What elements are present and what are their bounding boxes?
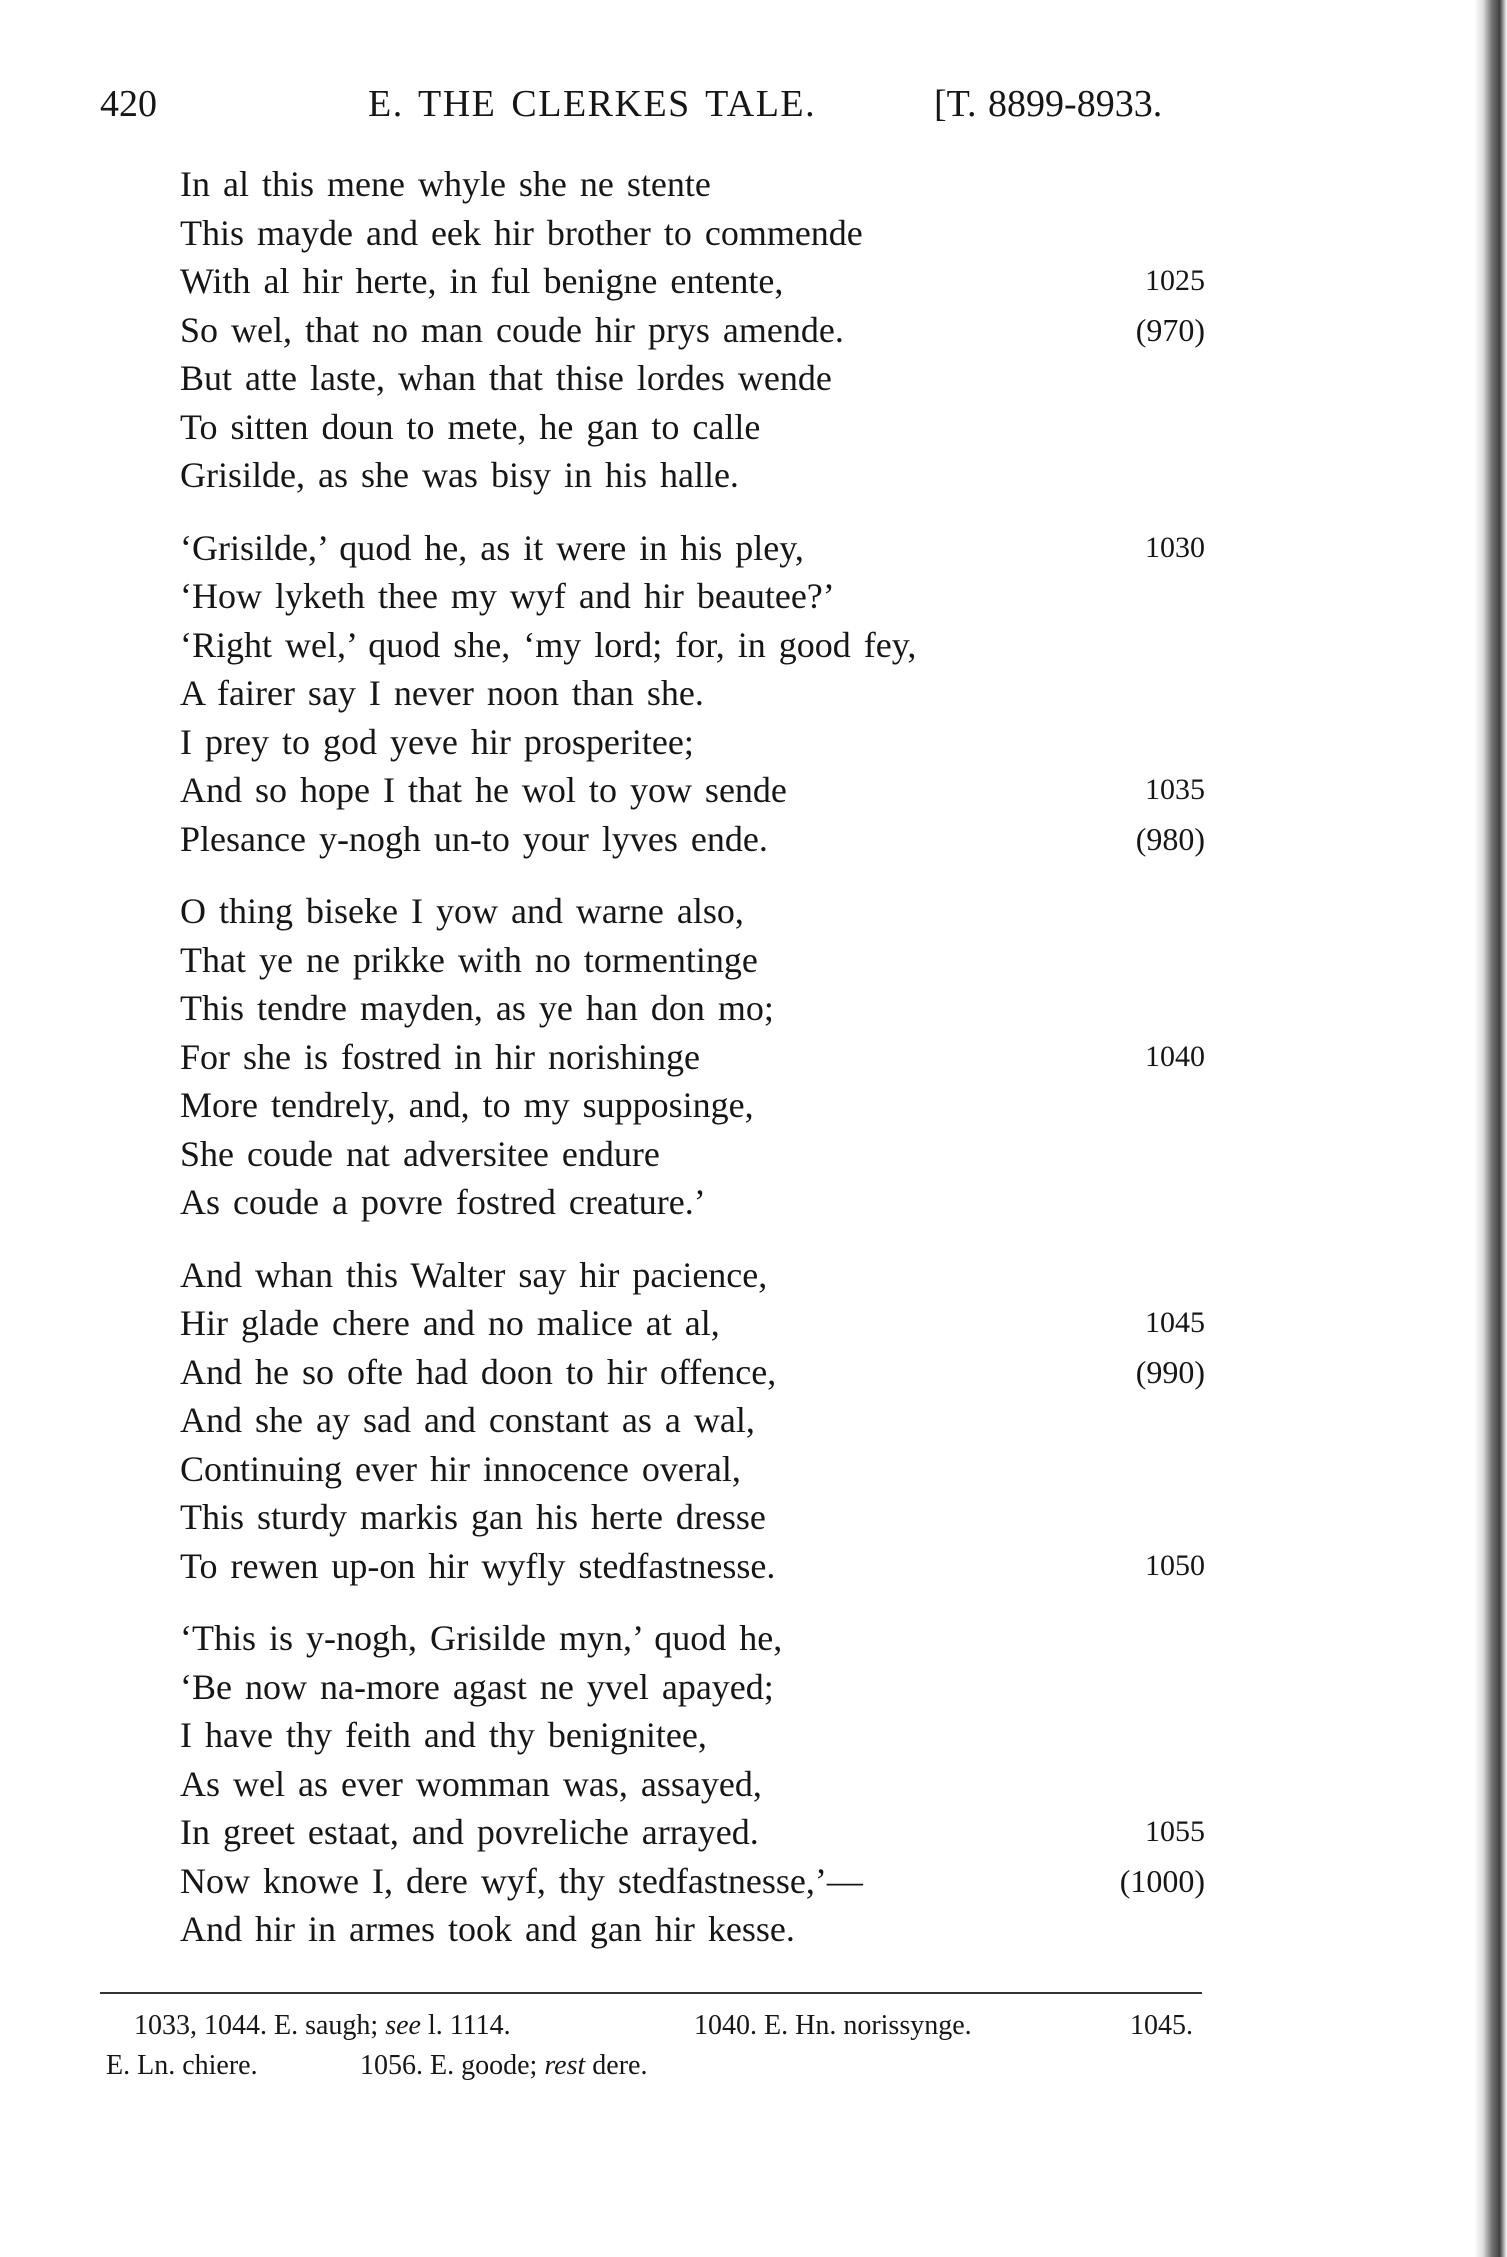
- verse-text: With al hir herte, in ful benigne entente,: [180, 261, 784, 301]
- verse-text: I have thy feith and thy benignitee,: [180, 1715, 707, 1755]
- verse-line: [180, 1542, 1230, 1591]
- verse-text: To sitten doun to mete, he gan to calle: [180, 406, 761, 447]
- verse-line: [180, 1178, 1230, 1227]
- footnote-line: [1130, 2010, 1193, 2042]
- verse-line: [180, 766, 1230, 815]
- stanza: [180, 887, 1230, 1227]
- verse-line: [180, 403, 1230, 452]
- verse-line: [180, 1663, 1230, 1712]
- line-number: 1025: [1145, 264, 1205, 297]
- verse-text: For she is fostred in hir norishinge: [180, 1036, 700, 1077]
- footnote-line: [694, 2010, 972, 2042]
- verse-text: ‘Grisilde,’ quod he, as it were in his pley,: [180, 527, 804, 568]
- verse-line: [180, 354, 1230, 403]
- verse-line: [180, 1711, 1230, 1760]
- line-number: 1055: [1145, 1815, 1205, 1848]
- verse-line: [180, 1130, 1230, 1179]
- footnote-text: E. Ln. chiere.: [106, 2050, 258, 2081]
- line-number: 1035: [1145, 773, 1205, 806]
- verse-text: In al this mene whyle she ne stente: [180, 164, 711, 204]
- footnote-text: dere.: [585, 2050, 648, 2081]
- verse-line: [180, 1299, 1230, 1348]
- verse-line: [180, 451, 1230, 500]
- verse-text: This mayde and eek hir brother to commende: [180, 212, 863, 253]
- verse-text: More tendrely, and, to my supposinge,: [180, 1085, 754, 1125]
- verse-line: [180, 160, 1230, 209]
- page-number: 420: [100, 83, 157, 125]
- verse-text: ‘This is y-nogh, Grisilde myn,’ quod he,: [180, 1618, 783, 1658]
- footnote-divider: [100, 1992, 1202, 1994]
- verse-text: To rewen up-on hir wyfly stedfastnesse.: [180, 1545, 776, 1586]
- verse-text: She coude nat adversitee endure: [180, 1133, 660, 1174]
- verse-text: A fairer say I never noon than she.: [180, 673, 704, 713]
- verse-line: [180, 669, 1230, 718]
- verse-line: [180, 572, 1230, 621]
- verse-text: In greet estaat, and povreliche arrayed.: [180, 1812, 759, 1852]
- stanza: [180, 524, 1230, 864]
- page-edge-shadow: [1447, 0, 1507, 2257]
- alt-line-number: (990): [1135, 1353, 1205, 1390]
- verse-text: ‘Be now na-more agast ne yvel apayed;: [180, 1666, 774, 1707]
- footnote-text: 1033, 1044. E. saugh;: [134, 2010, 386, 2041]
- footnote-text: l. 1114.: [420, 2010, 511, 2041]
- running-title: E. THE CLERKES TALE.: [368, 83, 817, 125]
- footnote-text: 1040. E. Hn. norissynge.: [694, 2010, 972, 2041]
- verse-text: Grisilde, as she was bisy in his halle.: [180, 455, 739, 495]
- verse-line: [180, 1396, 1230, 1445]
- line-range: [T. 8899-8933.: [934, 83, 1163, 125]
- stanza: [180, 1614, 1230, 1954]
- alt-line-number: (980): [1135, 820, 1205, 857]
- verse-text: I prey to god yeve hir prosperitee;: [180, 721, 694, 762]
- verse-line: [180, 1445, 1230, 1494]
- verse-line: [180, 1760, 1230, 1809]
- footnote-italic: see: [385, 2010, 421, 2041]
- alt-line-number: (1000): [1119, 1862, 1205, 1899]
- stanza: [180, 160, 1230, 500]
- footnote-line: [134, 2010, 511, 2042]
- verse-line: [180, 1808, 1230, 1857]
- verse-text: ‘Right wel,’ quod she, ‘my lord; for, in good fey,: [180, 624, 917, 665]
- verse-line: [180, 1348, 1230, 1397]
- verse-text: This tendre mayden, as ye han don mo;: [180, 988, 774, 1028]
- verse-text: That ye ne prikke with no tormentinge: [180, 939, 758, 980]
- verse-line: [180, 718, 1230, 767]
- page-header: [0, 82, 1507, 132]
- verse-text: This sturdy markis gan his herte dresse: [180, 1497, 766, 1537]
- verse-text: Hir glade chere and no malice at al,: [180, 1303, 720, 1343]
- stanza: [180, 1251, 1230, 1591]
- verse-text: And so hope I that he wol to yow sende: [180, 770, 787, 810]
- verse-text: And he so ofte had doon to hir offence,: [180, 1351, 777, 1392]
- verse-text: Plesance y-nogh un-to your lyves ende.: [180, 818, 768, 859]
- verse-line: [180, 1081, 1230, 1130]
- verse-text: And whan this Walter say hir pacience,: [180, 1254, 768, 1295]
- verse-text: And hir in armes took and gan hir kesse.: [180, 1909, 795, 1949]
- verse-line: [180, 1905, 1230, 1954]
- verse-line: [180, 1857, 1230, 1906]
- line-number: 1045: [1145, 1306, 1205, 1339]
- verse-text: As coude a povre fostred creature.’: [180, 1182, 706, 1222]
- verse-line: [180, 621, 1230, 670]
- line-number: 1050: [1145, 1548, 1205, 1582]
- verse-line: [180, 209, 1230, 258]
- verse-line: [180, 1614, 1230, 1663]
- verse-text: So wel, that no man coude hir prys amende.: [180, 309, 844, 350]
- line-number: 1030: [1145, 530, 1205, 564]
- verse-text: Now knowe I, dere wyf, thy stedfastnesse,’—: [180, 1860, 863, 1901]
- verse-line: [180, 815, 1230, 864]
- verse-text: Continuing ever hir innocence overal,: [180, 1448, 741, 1489]
- verse-line: [180, 887, 1230, 936]
- verse-line: [180, 1493, 1230, 1542]
- verse-line: [180, 257, 1230, 306]
- verse-line: [180, 984, 1230, 1033]
- verse-line: [180, 306, 1230, 355]
- verse-text: But atte laste, whan that thise lordes wende: [180, 358, 832, 398]
- verse-text: O thing biseke I yow and warne also,: [180, 891, 744, 931]
- verse-line: [180, 1251, 1230, 1300]
- poem-body: [180, 160, 1230, 1978]
- footnote-line: [106, 2050, 258, 2082]
- line-number: 1040: [1145, 1039, 1205, 1073]
- alt-line-number: (970): [1135, 311, 1205, 348]
- verse-line: [180, 936, 1230, 985]
- verse-line: [180, 524, 1230, 573]
- verse-text: ‘How lyketh thee my wyf and hir beautee?’: [180, 576, 835, 616]
- footnote-text: 1045.: [1130, 2010, 1193, 2041]
- verse-line: [180, 1033, 1230, 1082]
- footnote-line: [360, 2050, 647, 2082]
- footnote-text: 1056. E. goode;: [360, 2050, 545, 2081]
- verse-text: As wel as ever womman was, assayed,: [180, 1763, 762, 1804]
- verse-text: And she ay sad and constant as a wal,: [180, 1400, 755, 1440]
- footnote-italic: rest: [544, 2050, 586, 2081]
